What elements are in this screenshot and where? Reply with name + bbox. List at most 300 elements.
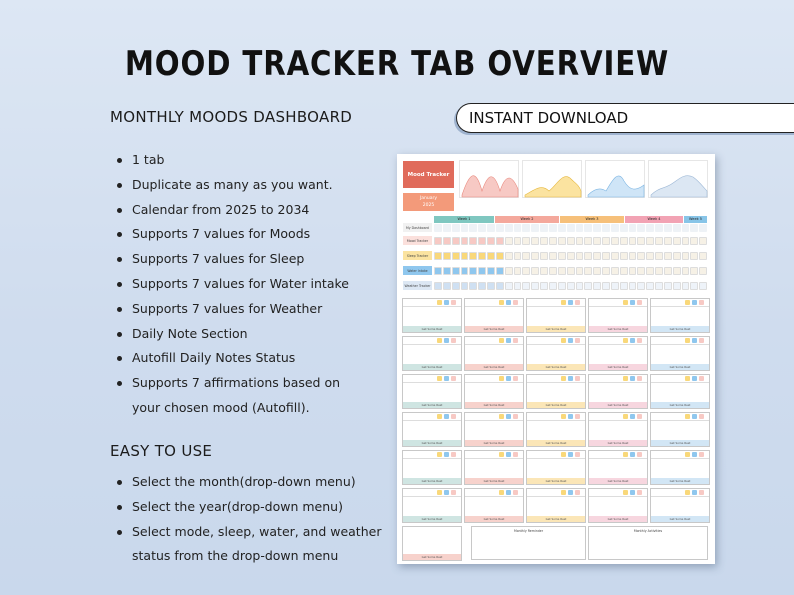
day-number-row [434, 224, 707, 232]
daily-note-card[interactable] [402, 412, 462, 447]
daily-note-status: Get Some Rest [403, 364, 461, 370]
weather-day-cell[interactable] [434, 282, 442, 290]
water-day-cell[interactable] [682, 267, 690, 275]
sleep-day-cell[interactable] [646, 252, 654, 260]
mood-day-cell[interactable] [620, 237, 628, 245]
easy-heading: EASY TO USE [110, 442, 213, 460]
status-square [437, 490, 442, 495]
mood-tracker-row[interactable] [434, 237, 707, 245]
status-square [568, 452, 573, 457]
feature-item: Supports 7 values for Sleep [112, 247, 349, 272]
daily-note-status: Get Some Rest [527, 478, 585, 484]
status-square [630, 414, 635, 419]
status-square [437, 414, 442, 419]
water-day-cell[interactable] [611, 267, 619, 275]
weather-day-cell[interactable] [522, 282, 530, 290]
sleep-day-cell[interactable] [699, 252, 707, 260]
mood-tracker-label: Mood Tracker [403, 236, 432, 245]
water-day-cell[interactable] [620, 267, 628, 275]
daily-note-card[interactable] [588, 488, 648, 523]
sleep-day-cell[interactable] [434, 252, 442, 260]
daily-note-card[interactable] [588, 336, 648, 371]
daily-note-card[interactable] [464, 298, 524, 333]
mood-day-cell[interactable] [655, 237, 663, 245]
sheet-year: 2025 [422, 203, 435, 208]
mood-day-cell[interactable] [505, 237, 513, 245]
monthly-reminder-label: Monthly Reminder [513, 529, 544, 533]
status-square [513, 376, 518, 381]
status-square [561, 452, 566, 457]
feature-item: Daily Note Section [112, 322, 349, 347]
mood-day-cell[interactable] [673, 237, 681, 245]
daily-note-status: Get Some Rest [589, 516, 647, 522]
feature-item: Calendar from 2025 to 2034 [112, 198, 349, 223]
feature-item: Autofill Daily Notes Status [112, 346, 349, 371]
mood-chart [459, 160, 519, 198]
status-square [444, 338, 449, 343]
sleep-day-cell[interactable] [620, 252, 628, 260]
sleep-day-cell[interactable] [443, 252, 451, 260]
status-square [637, 338, 642, 343]
daily-note-status: Get Some Rest [403, 440, 461, 446]
water-day-cell[interactable] [452, 267, 460, 275]
status-square [561, 338, 566, 343]
feature-item: Supports 7 values for Weather [112, 297, 349, 322]
sleep-day-cell[interactable] [584, 252, 592, 260]
status-square [513, 490, 518, 495]
status-square [506, 452, 511, 457]
water-day-cell[interactable] [469, 267, 477, 275]
daily-note-card[interactable] [650, 374, 710, 409]
weather-day-cell[interactable] [690, 282, 698, 290]
water-day-cell[interactable] [514, 267, 522, 275]
status-square [637, 300, 642, 305]
weather-day-cell[interactable] [505, 282, 513, 290]
status-square [568, 376, 573, 381]
weather-day-cell[interactable] [593, 282, 601, 290]
status-square [451, 300, 456, 305]
easy-feature-list [112, 470, 381, 569]
sleep-day-cell[interactable] [567, 252, 575, 260]
feature-item: Supports 7 affirmations based on [112, 371, 349, 396]
status-square [630, 300, 635, 305]
status-square [685, 452, 690, 457]
weather-day-cell[interactable] [584, 282, 592, 290]
status-square [575, 376, 580, 381]
feature-item: Select the year(drop-down menu) [112, 495, 381, 520]
mood-day-cell[interactable] [567, 237, 575, 245]
water-day-cell[interactable] [593, 267, 601, 275]
status-square [637, 452, 642, 457]
weather-tracker-row[interactable] [434, 282, 707, 290]
status-square [561, 414, 566, 419]
daily-note-card[interactable] [464, 488, 524, 523]
status-square [568, 300, 573, 305]
water-day-cell[interactable] [655, 267, 663, 275]
water-day-cell[interactable] [443, 267, 451, 275]
daily-note-status: Get Some Rest [403, 326, 461, 332]
sleep-day-cell[interactable] [611, 252, 619, 260]
sleep-day-cell[interactable] [690, 252, 698, 260]
status-square [451, 414, 456, 419]
water-day-cell[interactable] [602, 267, 610, 275]
water-day-cell[interactable] [576, 267, 584, 275]
weather-day-cell[interactable] [646, 282, 654, 290]
daily-note-status: Get Some Rest [403, 478, 461, 484]
mood-day-cell[interactable] [540, 237, 548, 245]
daily-note-card[interactable] [650, 336, 710, 371]
status-square [692, 414, 697, 419]
status-square [575, 300, 580, 305]
water-day-cell[interactable] [540, 267, 548, 275]
daily-note-card[interactable] [526, 336, 586, 371]
daily-note-status: Get Some Rest [527, 516, 585, 522]
sleep-tracker-label: Sleep Tracker [403, 251, 432, 260]
daily-note-card[interactable] [402, 488, 462, 523]
weather-day-cell[interactable] [478, 282, 486, 290]
mood-day-cell[interactable] [487, 237, 495, 245]
mood-day-cell[interactable] [646, 237, 654, 245]
sleep-day-cell[interactable] [496, 252, 504, 260]
mood-day-cell[interactable] [522, 237, 530, 245]
daily-note-card[interactable] [464, 374, 524, 409]
mood-day-cell[interactable] [531, 237, 539, 245]
monthly-reminder-box[interactable] [471, 526, 586, 560]
status-square [575, 338, 580, 343]
status-square [513, 300, 518, 305]
mood-day-cell[interactable] [434, 237, 442, 245]
sleep-day-cell[interactable] [452, 252, 460, 260]
water-day-cell[interactable] [461, 267, 469, 275]
status-square [692, 490, 697, 495]
water-day-cell[interactable] [699, 267, 707, 275]
water-day-cell[interactable] [629, 267, 637, 275]
mood-day-cell[interactable] [496, 237, 504, 245]
water-day-cell[interactable] [664, 267, 672, 275]
status-square [692, 376, 697, 381]
daily-note-card[interactable] [402, 298, 462, 333]
status-square [699, 452, 704, 457]
daily-note-card[interactable] [588, 450, 648, 485]
mood-day-cell[interactable] [549, 237, 557, 245]
status-square [499, 338, 504, 343]
water-chart [585, 160, 645, 198]
daily-note-card[interactable] [526, 488, 586, 523]
mood-day-cell[interactable] [514, 237, 522, 245]
sleep-day-cell[interactable] [549, 252, 557, 260]
status-square [499, 490, 504, 495]
mood-day-cell[interactable] [664, 237, 672, 245]
weather-day-cell[interactable] [487, 282, 495, 290]
weather-day-cell[interactable] [655, 282, 663, 290]
status-square [437, 300, 442, 305]
feature-item: Duplicate as many as you want. [112, 173, 349, 198]
weather-day-cell[interactable] [461, 282, 469, 290]
water-day-cell[interactable] [522, 267, 530, 275]
status-square [451, 376, 456, 381]
week-header: Week 4 [625, 216, 683, 223]
status-square [692, 452, 697, 457]
daily-note-card[interactable] [650, 298, 710, 333]
daily-note-status: Get Some Rest [465, 440, 523, 446]
daily-note-status: Get Some Rest [527, 364, 585, 370]
sleep-day-cell[interactable] [629, 252, 637, 260]
mood-day-cell[interactable] [682, 237, 690, 245]
status-square [575, 490, 580, 495]
mood-day-cell[interactable] [452, 237, 460, 245]
status-square [637, 490, 642, 495]
status-square [568, 414, 573, 419]
daily-note-card[interactable] [402, 450, 462, 485]
status-square [568, 490, 573, 495]
mood-day-cell[interactable] [469, 237, 477, 245]
sleep-tracker-row[interactable] [434, 252, 707, 260]
daily-note-status: Get Some Rest [465, 402, 523, 408]
status-square [506, 414, 511, 419]
weather-day-cell[interactable] [540, 282, 548, 290]
spreadsheet-preview [397, 154, 715, 564]
status-square [637, 414, 642, 419]
mood-day-cell[interactable] [461, 237, 469, 245]
mood-day-cell[interactable] [690, 237, 698, 245]
water-day-cell[interactable] [496, 267, 504, 275]
status-square [685, 414, 690, 419]
status-square [513, 338, 518, 343]
daily-note-status: Get Some Rest [589, 326, 647, 332]
daily-note-card[interactable] [588, 374, 648, 409]
daily-note-status: Get Some Rest [651, 440, 709, 446]
daily-note-card[interactable] [464, 336, 524, 371]
weather-day-cell[interactable] [531, 282, 539, 290]
weather-day-cell[interactable] [452, 282, 460, 290]
water-day-cell[interactable] [637, 267, 645, 275]
status-square [699, 414, 704, 419]
water-day-cell[interactable] [584, 267, 592, 275]
sleep-day-cell[interactable] [514, 252, 522, 260]
status-square [630, 452, 635, 457]
water-day-cell[interactable] [549, 267, 557, 275]
status-square [499, 414, 504, 419]
daily-note-card[interactable] [526, 412, 586, 447]
daily-note-status: Get Some Rest [651, 364, 709, 370]
water-day-cell[interactable] [531, 267, 539, 275]
feature-item: Supports 7 values for Water intake [112, 272, 349, 297]
daily-note-card[interactable] [588, 298, 648, 333]
mood-day-cell[interactable] [699, 237, 707, 245]
sheet-month-selector[interactable] [403, 193, 454, 211]
daily-note-status: Get Some Rest [465, 516, 523, 522]
status-square [506, 376, 511, 381]
water-day-cell[interactable] [487, 267, 495, 275]
mood-day-cell[interactable] [637, 237, 645, 245]
weather-day-cell[interactable] [673, 282, 681, 290]
weather-day-cell[interactable] [664, 282, 672, 290]
daily-note-card[interactable] [464, 412, 524, 447]
sleep-day-cell[interactable] [602, 252, 610, 260]
status-square [506, 300, 511, 305]
daily-note-status: Get Some Rest [651, 516, 709, 522]
sleep-day-cell[interactable] [664, 252, 672, 260]
feature-item: Supports 7 values for Moods [112, 222, 349, 247]
daily-note-card[interactable] [402, 374, 462, 409]
dashboard-label: My Dashboard [403, 223, 432, 232]
water-day-cell[interactable] [673, 267, 681, 275]
weather-day-cell[interactable] [620, 282, 628, 290]
sleep-day-cell[interactable] [522, 252, 530, 260]
mood-day-cell[interactable] [576, 237, 584, 245]
water-tracker-label: Water Intake [403, 266, 432, 275]
status-square [513, 452, 518, 457]
water-day-cell[interactable] [434, 267, 442, 275]
weather-day-cell[interactable] [558, 282, 566, 290]
daily-note-status: Get Some Rest [589, 364, 647, 370]
status-square [575, 452, 580, 457]
status-square [623, 490, 628, 495]
daily-note-status: Get Some Rest [527, 326, 585, 332]
status-square [637, 376, 642, 381]
sleep-day-cell[interactable] [540, 252, 548, 260]
dashboard-feature-list [112, 148, 349, 421]
water-day-cell[interactable] [505, 267, 513, 275]
sheet-app-title: Mood Tracker [403, 161, 454, 188]
weather-day-cell[interactable] [549, 282, 557, 290]
daily-note-status: Get Some Rest [651, 478, 709, 484]
status-square [506, 338, 511, 343]
status-square [630, 490, 635, 495]
daily-note-status: Get Some Rest [465, 478, 523, 484]
mood-day-cell[interactable] [611, 237, 619, 245]
mood-day-cell[interactable] [558, 237, 566, 245]
sleep-day-cell[interactable] [505, 252, 513, 260]
daily-note-card[interactable] [402, 336, 462, 371]
feature-item: Select the month(drop-down menu) [112, 470, 381, 495]
water-day-cell[interactable] [690, 267, 698, 275]
daily-note-status: Get Some Rest [589, 478, 647, 484]
daily-note-card[interactable] [650, 412, 710, 447]
monthly-activities-box[interactable] [588, 526, 708, 560]
dashboard-heading: MONTHLY MOODS DASHBOARD [110, 108, 353, 126]
week-header: Week 1 [434, 216, 494, 223]
mood-day-cell[interactable] [584, 237, 592, 245]
status-square [623, 338, 628, 343]
sleep-chart [522, 160, 582, 198]
water-day-cell[interactable] [478, 267, 486, 275]
mood-day-cell[interactable] [593, 237, 601, 245]
status-square [513, 414, 518, 419]
weather-day-cell[interactable] [682, 282, 690, 290]
weather-chart [648, 160, 708, 198]
sleep-day-cell[interactable] [673, 252, 681, 260]
status-square [699, 300, 704, 305]
status-square [506, 490, 511, 495]
daily-note-card[interactable] [526, 374, 586, 409]
sleep-day-cell[interactable] [531, 252, 539, 260]
weather-day-cell[interactable] [629, 282, 637, 290]
weather-day-cell[interactable] [576, 282, 584, 290]
status-square [623, 300, 628, 305]
weather-day-cell[interactable] [567, 282, 575, 290]
water-day-cell[interactable] [558, 267, 566, 275]
status-square [444, 414, 449, 419]
daily-note-card[interactable] [402, 526, 462, 561]
monthly-activities-label: Monthly Activities [633, 529, 663, 533]
sleep-day-cell[interactable] [637, 252, 645, 260]
week-header: Week 5 [684, 216, 707, 223]
daily-note-card[interactable] [464, 450, 524, 485]
sleep-day-cell[interactable] [558, 252, 566, 260]
daily-note-status: Get Some Rest [465, 364, 523, 370]
sleep-day-cell[interactable] [682, 252, 690, 260]
daily-note-status: Get Some Rest [527, 440, 585, 446]
status-square [623, 414, 628, 419]
status-square [561, 490, 566, 495]
week-header: Week 2 [495, 216, 559, 223]
sleep-day-cell[interactable] [576, 252, 584, 260]
mood-day-cell[interactable] [629, 237, 637, 245]
daily-note-card[interactable] [526, 298, 586, 333]
daily-note-status: Get Some Rest [465, 326, 523, 332]
weather-tracker-label: Weather Tracker [403, 281, 432, 290]
water-day-cell[interactable] [646, 267, 654, 275]
water-tracker-row[interactable] [434, 267, 707, 275]
status-square [561, 300, 566, 305]
daily-note-card[interactable] [526, 450, 586, 485]
daily-note-status: Get Some Rest [527, 402, 585, 408]
sleep-day-cell[interactable] [655, 252, 663, 260]
daily-note-card[interactable] [588, 412, 648, 447]
status-square [692, 338, 697, 343]
sheet-month: January [419, 196, 438, 201]
status-square [685, 338, 690, 343]
weather-day-cell[interactable] [443, 282, 451, 290]
status-square [630, 376, 635, 381]
daily-note-card[interactable] [650, 450, 710, 485]
weather-day-cell[interactable] [469, 282, 477, 290]
status-square [685, 300, 690, 305]
sleep-day-cell[interactable] [487, 252, 495, 260]
weather-day-cell[interactable] [602, 282, 610, 290]
feature-item: 1 tab [112, 148, 349, 173]
status-square [499, 452, 504, 457]
daily-note-status: Get Some Rest [589, 402, 647, 408]
status-square [623, 452, 628, 457]
weather-day-cell[interactable] [514, 282, 522, 290]
mood-day-cell[interactable] [478, 237, 486, 245]
sleep-day-cell[interactable] [478, 252, 486, 260]
status-square [685, 490, 690, 495]
feature-item: status from the drop-down menu [132, 548, 339, 564]
instant-download-badge: INSTANT DOWNLOAD [456, 103, 794, 133]
mood-day-cell[interactable] [602, 237, 610, 245]
week-header: Week 3 [560, 216, 624, 223]
daily-note-status: Get Some Rest [589, 440, 647, 446]
weather-day-cell[interactable] [637, 282, 645, 290]
sleep-day-cell[interactable] [469, 252, 477, 260]
sleep-day-cell[interactable] [461, 252, 469, 260]
sleep-day-cell[interactable] [593, 252, 601, 260]
feature-item: Select mode, sleep, water, and weather [112, 520, 381, 545]
status-square [499, 376, 504, 381]
status-square [685, 376, 690, 381]
daily-note-card[interactable] [650, 488, 710, 523]
weather-day-cell[interactable] [611, 282, 619, 290]
weather-day-cell[interactable] [699, 282, 707, 290]
water-day-cell[interactable] [567, 267, 575, 275]
daily-note-status: Get Some Rest [403, 516, 461, 522]
weather-day-cell[interactable] [496, 282, 504, 290]
mood-day-cell[interactable] [443, 237, 451, 245]
status-square [451, 452, 456, 457]
